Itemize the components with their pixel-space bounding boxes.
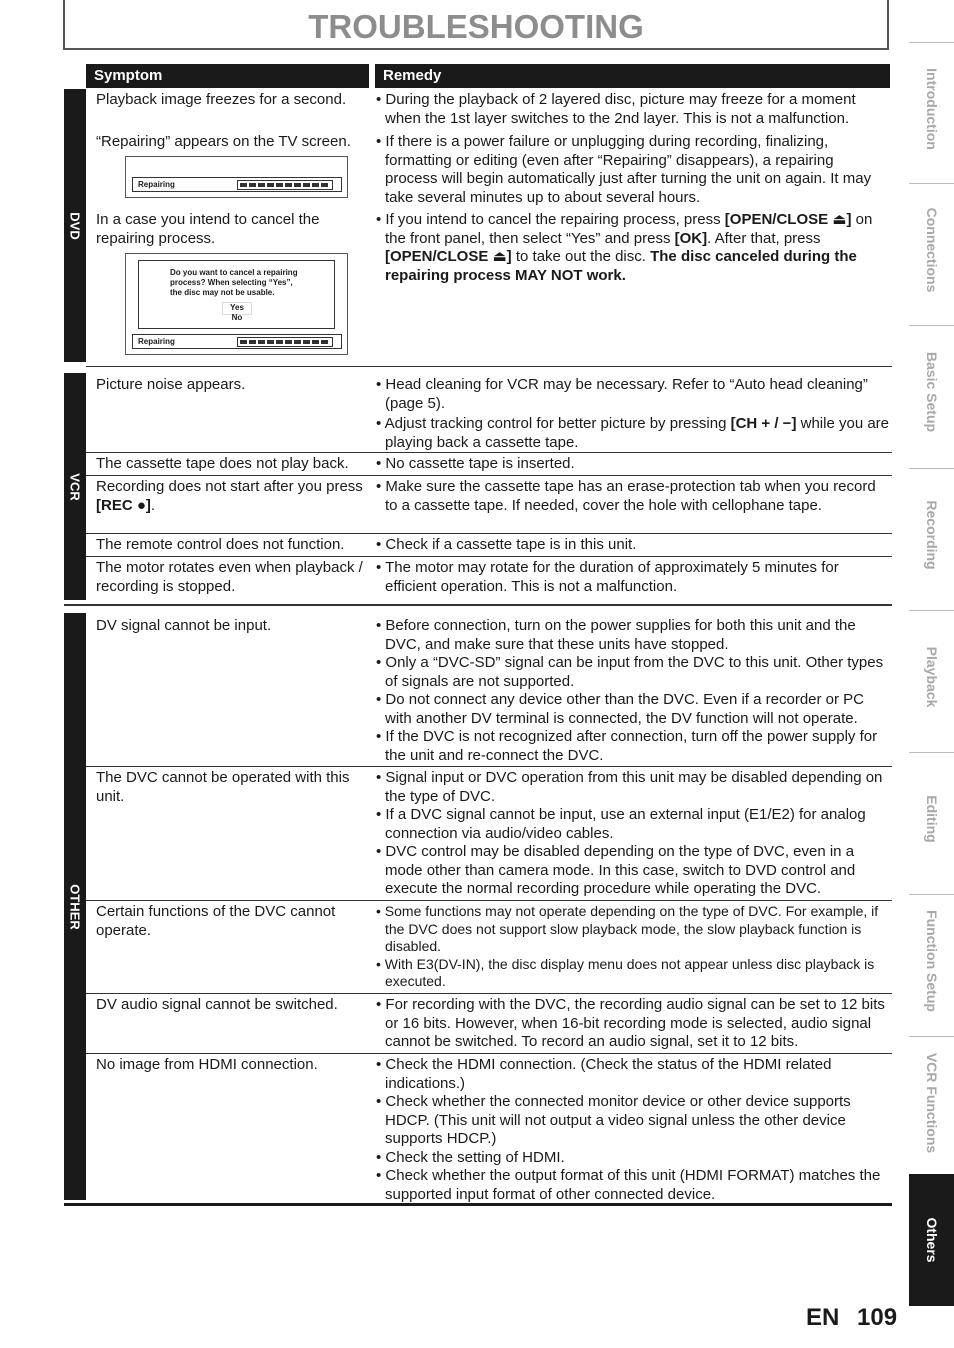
remedy-item: • Check the setting of HDMI.: [376, 1148, 565, 1166]
repairing-bar: [132, 334, 342, 349]
remedy-item: • During the playback of 2 layered disc, picture may freeze for a moment when the 1st layer switches to the 2nd layer. This is not a malfunction.: [376, 91, 856, 127]
row-divider: [86, 556, 892, 557]
dvd-remedy-repairing: [376, 133, 890, 207]
other-remedy-dv-audio: [376, 996, 890, 1052]
progress-meter: [237, 337, 333, 347]
section-bar-other: [64, 613, 86, 1200]
row-divider: [86, 475, 892, 476]
remedy-item: • Only a “DVC-SD” signal can be input from the DVC to this unit. Other types of signals are not supported.: [376, 654, 884, 690]
tab-recording[interactable]: Recording: [909, 468, 954, 601]
symptom-header: Symptom: [86, 64, 369, 88]
dvd-remedy-cancel: [376, 211, 890, 285]
vcr-remedy-noise: [376, 376, 890, 452]
dvd-symptom-cancel: In a case you intend to cancel the repairing process.: [96, 211, 320, 247]
row-divider: [86, 533, 892, 534]
remedy-item: • The motor may rotate for the duration of approximately 5 minutes for efficient operation. This is not a malfunction.: [376, 559, 839, 595]
tab-others[interactable]: Others: [909, 1174, 954, 1306]
remedy-item: • If a DVC signal cannot be input, use an external input (E1/E2) for analog connection via audio/video cables.: [376, 806, 866, 842]
vcr-symptom-rec: Recording does not start after you press [REC ●].: [96, 478, 363, 514]
row-divider: [86, 900, 892, 901]
remedy-item: • If you intend to cancel the repairing process, press [OPEN/CLOSE ⏏] on the front panel, then select “Yes” and press [OK]. After that, press [OPEN/CLOSE ⏏] to take out the disc. The disc canceled during the repairing process MAY NOT work.: [376, 211, 873, 284]
section-label-vcr: VCR: [67, 472, 83, 501]
other-remedy-dvc-operate: [376, 769, 890, 899]
remedy-header: Remedy: [375, 64, 890, 88]
remedy-item: • If the DVC is not recognized after connection, turn off the power supply for the unit and re-connect the DVC.: [376, 728, 878, 764]
tab-vcr-functions[interactable]: VCR Functions: [909, 1036, 954, 1169]
tab-basic-setup[interactable]: Basic Setup: [909, 325, 954, 458]
remedy-item: • Check the HDMI connection. (Check the status of the HDMI related indications.): [376, 1056, 832, 1092]
other-symptom-dv-audio: DV audio signal cannot be switched.: [96, 996, 338, 1013]
row-divider: [86, 366, 892, 367]
repairing-osd: [125, 156, 348, 198]
progress-meter: [237, 180, 333, 190]
remedy-item: • Signal input or DVC operation from this unit may be disabled depending on the type of DVC.: [376, 769, 883, 805]
vcr-symptom-noise: Picture noise appears.: [96, 376, 246, 393]
dvd-remedy-freeze: [376, 91, 890, 128]
other-remedy-dvc-functions: [376, 903, 890, 991]
remedy-item: • Check whether the connected monitor device or other device supports HDCP. (This unit will not output a video signal unless the other device supports HDCP.): [376, 1093, 851, 1147]
page-language: EN: [806, 1304, 840, 1331]
other-remedy-hdmi: [376, 1056, 890, 1204]
remedy-item: • If there is a power failure or unplugging during recording, finalizing, formatting or editing (even after “Repairing” disappears), a repairing process will begin automatically just after turning the unit on again. It may take several minutes up to about several hours.: [376, 133, 872, 206]
repairing-label: Repairing: [138, 180, 175, 189]
remedy-item: • Check if a cassette tape is in this unit.: [376, 536, 637, 553]
dvd-symptom-freeze: Playback image freezes for a second.: [96, 91, 347, 108]
tab-function-setup[interactable]: Function Setup: [909, 894, 954, 1027]
vcr-remedy-motor: [376, 559, 890, 596]
page-number: 109: [857, 1304, 898, 1331]
section-label-dvd: DVD: [67, 211, 83, 240]
vcr-symptom-remote: The remote control does not function.: [96, 536, 345, 553]
dialog-line: process? When selecting “Yes”,: [170, 278, 293, 287]
remedy-item: • Do not connect any device other than the DVC. Even if a recorder or PC with another DV terminal is connected, the DV function will not operate.: [376, 691, 865, 727]
table-bottom-rule: [64, 1203, 892, 1206]
section-label-other: OTHER: [67, 883, 83, 930]
tab-playback[interactable]: Playback: [909, 610, 954, 743]
remedy-item: • Make sure the cassette tape has an erase-protection tab when you record to a cassette tape. If needed, cover the hole with cellophane tape.: [376, 478, 876, 514]
section-bar-dvd: [64, 89, 86, 362]
other-remedy-dv-input: [376, 617, 890, 765]
row-divider: [86, 452, 892, 453]
dialog-yes-option: Yes: [223, 303, 251, 314]
remedy-item: • For recording with the DVC, the recording audio signal can be set to 12 bits or 16 bits. However, when 16-bit recording mode is selected, audio signal cannot be switched. To record an audio signal, set it to 12 bits.: [376, 996, 885, 1050]
tab-connections[interactable]: Connections: [909, 183, 954, 316]
section-bar-vcr: [64, 373, 86, 600]
tab-introduction[interactable]: Introduction: [909, 42, 954, 175]
remedy-item: • Head cleaning for VCR may be necessary. Refer to “Auto head cleaning” (page 5).: [376, 376, 868, 412]
vcr-remedy-remote: [376, 536, 890, 555]
repairing-bar: [132, 177, 342, 192]
vcr-remedy-noplay: [376, 455, 890, 474]
remedy-item: • Some functions may not operate depending on the type of DVC. For example, if the DVC does not support slow playback mode, the slow playback function is disabled.: [376, 903, 879, 954]
cancel-dialog: [138, 260, 335, 329]
vcr-remedy-rec: [376, 478, 890, 515]
repairing-label: Repairing: [138, 337, 175, 346]
tab-editing[interactable]: Editing: [909, 752, 954, 885]
other-symptom-hdmi: No image from HDMI connection.: [96, 1056, 318, 1073]
vcr-symptom-motor: The motor rotates even when playback / recording is stopped.: [96, 559, 363, 595]
dvd-symptom-repairing: “Repairing” appears on the TV screen.: [96, 133, 351, 150]
dialog-line: Do you want to cancel a repairing: [170, 268, 298, 277]
row-divider: [86, 993, 892, 994]
other-symptom-dvc-operate: The DVC cannot be operated with this unit.: [96, 769, 350, 805]
remedy-item: • No cassette tape is inserted.: [376, 455, 575, 472]
title-box: [63, 0, 889, 50]
remedy-item: • Adjust tracking control for better picture by pressing [CH + / −] while you are playing back a cassette tape.: [376, 415, 890, 451]
page-title: TROUBLESHOOTING: [308, 8, 644, 45]
vcr-symptom-noplay: The cassette tape does not play back.: [96, 455, 349, 472]
row-divider: [86, 1053, 892, 1054]
cancel-dialog-osd: [125, 253, 348, 355]
remedy-item: • Before connection, turn on the power supplies for both this unit and the DVC, and make sure that these units have stopped.: [376, 617, 856, 653]
remedy-item: • DVC control may be disabled depending on the type of DVC, even in a mode other than camera mode. In this case, switch to DVD control and execute the normal recording procedure while operating the DVC.: [376, 843, 856, 897]
remedy-item: • Check whether the output format of this unit (HDMI FORMAT) matches the supported input format of other connected device.: [376, 1167, 881, 1203]
section-divider: [64, 604, 892, 606]
dialog-no-option: No: [231, 313, 243, 322]
dialog-line: the disc may not be usable.: [170, 288, 275, 297]
other-symptom-dv-input: DV signal cannot be input.: [96, 617, 272, 634]
row-divider: [86, 766, 892, 767]
remedy-item: • With E3(DV-IN), the disc display menu does not appear unless disc playback is executed.: [376, 955, 875, 989]
other-symptom-dvc-functions: Certain functions of the DVC cannot operate.: [96, 903, 336, 939]
